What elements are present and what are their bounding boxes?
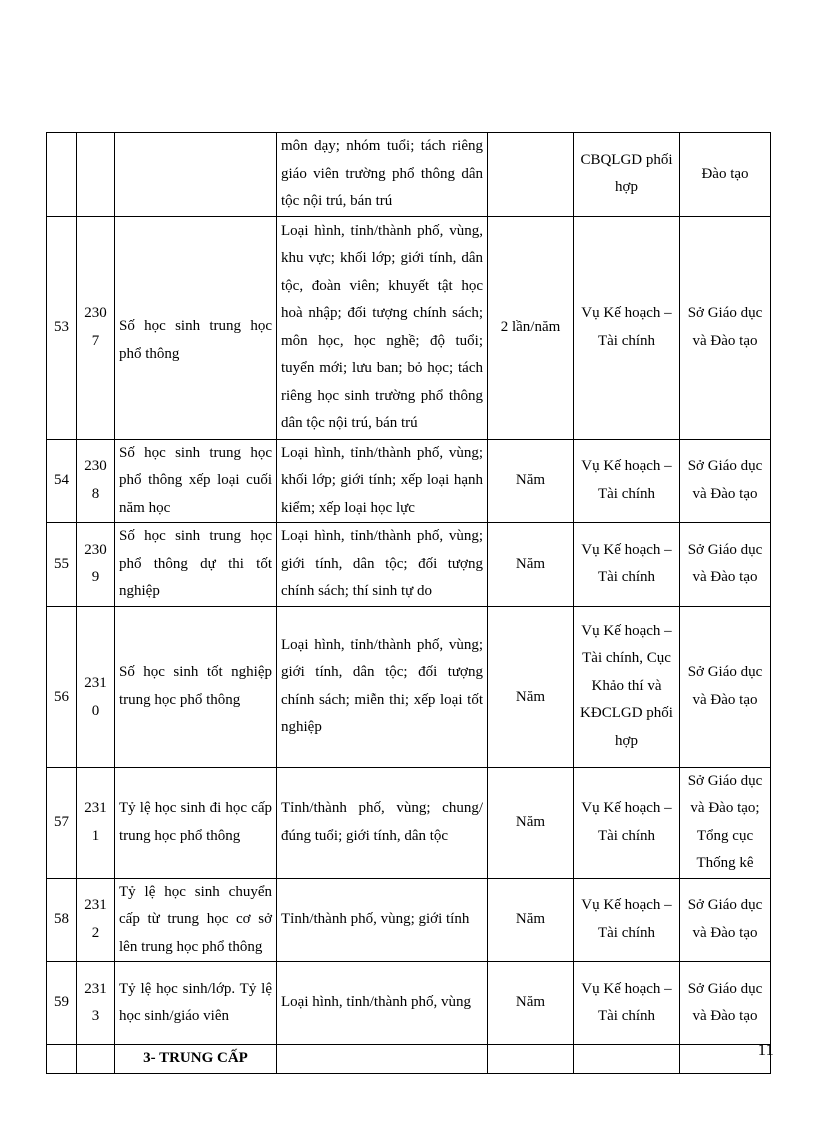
coordinator-cell: Sở Giáo dục và Đào tạo; Tổng cục Thống kê: [680, 767, 771, 878]
stt-cell: [47, 133, 77, 217]
breakdown-cell: Loại hình, tỉnh/thành phố, vùng; giới tính, dân tộc; đối tượng chính sách; miễn thi; xếp loại tốt nghiệp: [277, 606, 488, 767]
stt-cell: 53: [47, 216, 77, 439]
stt-cell: 54: [47, 439, 77, 523]
period-cell: Năm: [488, 606, 574, 767]
responsible-cell: Vụ Kế hoạch – Tài chính: [574, 216, 680, 439]
section-title: 3- TRUNG CẤP: [115, 1045, 277, 1074]
coordinator-cell: Sở Giáo dục và Đào tạo: [680, 439, 771, 523]
breakdown-cell: Tỉnh/thành phố, vùng; giới tính: [277, 878, 488, 962]
breakdown-cell: Loại hình, tỉnh/thành phố, vùng; giới tính, dân tộc; đối tượng chính sách; thí sinh tự do: [277, 523, 488, 607]
breakdown-cell: Loại hình, tỉnh/thành phố, vùng: [277, 962, 488, 1045]
responsible-cell: Vụ Kế hoạch – Tài chính, Cục Khảo thí và KĐCLGD phối hợp: [574, 606, 680, 767]
indicator-name-cell: Tỷ lệ học sinh/lớp. Tỷ lệ học sinh/giáo viên: [115, 962, 277, 1045]
breakdown-cell: Loại hình, tỉnh/thành phố, vùng, khu vực; khối lớp; giới tính, dân tộc, đoàn viên; khuyết tật học hoà nhập; đối tượng chính sách; môn học, học nghề; độ tuổi; tuyển mới; lưu ban; bỏ học; tách riêng học sinh trường phổ thông dân tộc nội trú, bán trú: [277, 216, 488, 439]
code-cell: 2307: [77, 216, 115, 439]
code-cell: 2308: [77, 439, 115, 523]
code-cell: 2313: [77, 962, 115, 1045]
code-cell: 2309: [77, 523, 115, 607]
responsible-cell: CBQLGD phối hợp: [574, 133, 680, 217]
stt-cell: 58: [47, 878, 77, 962]
responsible-cell: Vụ Kế hoạch – Tài chính: [574, 767, 680, 878]
indicator-name-cell: [115, 133, 277, 217]
stt-cell: 57: [47, 767, 77, 878]
code-cell: 2312: [77, 878, 115, 962]
coordinator-cell: Sở Giáo dục và Đào tạo: [680, 523, 771, 607]
indicator-name-cell: Số học sinh trung học phổ thông dự thi tốt nghiệp: [115, 523, 277, 607]
breakdown-cell: Loại hình, tỉnh/thành phố, vùng; khối lớp; giới tính; xếp loại hạnh kiểm; xếp loại học lực: [277, 439, 488, 523]
table-row: [47, 606, 771, 767]
coordinator-cell: Đào tạo: [680, 133, 771, 217]
breakdown-cell: môn dạy; nhóm tuổi; tách riêng giáo viên trường phổ thông dân tộc nội trú, bán trú: [277, 133, 488, 217]
section-row: [47, 1045, 771, 1074]
stt-cell: 55: [47, 523, 77, 607]
stt-cell: [47, 1045, 77, 1074]
table-row: [47, 216, 771, 439]
code-cell: [77, 133, 115, 217]
period-cell: Năm: [488, 962, 574, 1045]
indicator-name-cell: Tỷ lệ học sinh đi học cấp trung học phổ thông: [115, 767, 277, 878]
page-number: 11: [757, 1040, 774, 1059]
indicator-table: [46, 132, 771, 1074]
responsible-cell: Vụ Kế hoạch – Tài chính: [574, 523, 680, 607]
indicator-name-cell: Tỷ lệ học sinh chuyển cấp từ trung học cơ sở lên trung học phổ thông: [115, 878, 277, 962]
period-cell: Năm: [488, 767, 574, 878]
coordinator-cell: Sở Giáo dục và Đào tạo: [680, 606, 771, 767]
indicator-name-cell: Số học sinh trung học phổ thông: [115, 216, 277, 439]
table-row: [47, 439, 771, 523]
stt-cell: 56: [47, 606, 77, 767]
period-cell: Năm: [488, 523, 574, 607]
coordinator-cell: Sở Giáo dục và Đào tạo: [680, 962, 771, 1045]
code-cell: [77, 1045, 115, 1074]
responsible-cell: Vụ Kế hoạch – Tài chính: [574, 439, 680, 523]
indicator-name-cell: Số học sinh tốt nghiệp trung học phổ thông: [115, 606, 277, 767]
responsible-cell: Vụ Kế hoạch – Tài chính: [574, 878, 680, 962]
table-row: [47, 767, 771, 878]
stt-cell: 59: [47, 962, 77, 1045]
table-row-continuation: [47, 133, 771, 217]
indicator-name-cell: Số học sinh trung học phổ thông xếp loại cuối năm học: [115, 439, 277, 523]
breakdown-cell: [277, 1045, 488, 1074]
code-cell: 2311: [77, 767, 115, 878]
responsible-cell: [574, 1045, 680, 1074]
coordinator-cell: Sở Giáo dục và Đào tạo: [680, 216, 771, 439]
breakdown-cell: Tỉnh/thành phố, vùng; chung/đúng tuổi; giới tính, dân tộc: [277, 767, 488, 878]
table-row: [47, 962, 771, 1045]
period-cell: [488, 133, 574, 217]
table-row: [47, 523, 771, 607]
table-row: [47, 878, 771, 962]
period-cell: Năm: [488, 878, 574, 962]
period-cell: 2 lần/năm: [488, 216, 574, 439]
period-cell: [488, 1045, 574, 1074]
responsible-cell: Vụ Kế hoạch – Tài chính: [574, 962, 680, 1045]
coordinator-cell: Sở Giáo dục và Đào tạo: [680, 878, 771, 962]
period-cell: Năm: [488, 439, 574, 523]
code-cell: 2310: [77, 606, 115, 767]
